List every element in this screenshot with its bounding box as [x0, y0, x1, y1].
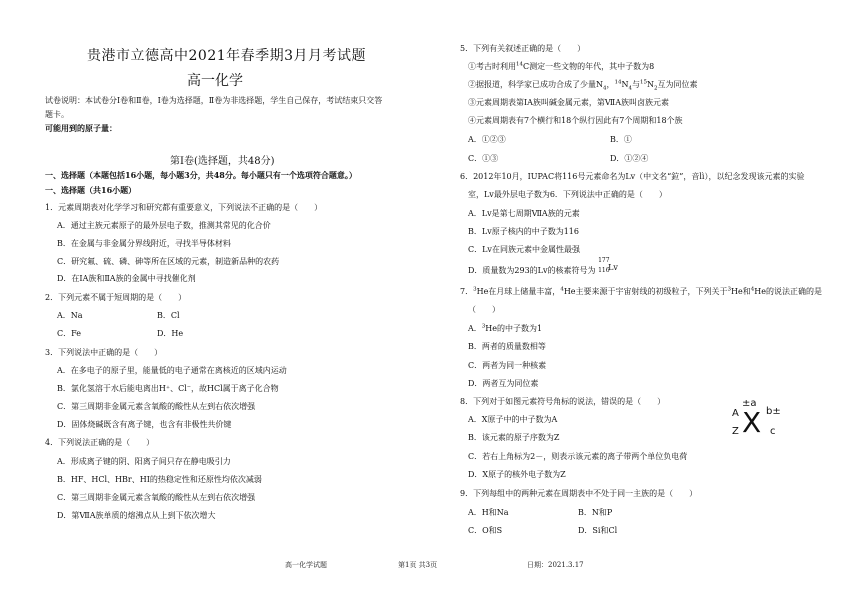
exam-title: 贵港市立德高中2021年春季期3月月考试题 [87, 48, 367, 64]
footer-page-number: 第1页 共3页 [398, 561, 438, 569]
question-stem: 5．下列有关叙述正确的是（ ） [460, 44, 586, 53]
option-b: B．Lv原子核内的中子数为116 [468, 227, 579, 236]
question-stem: 3．下列说法中正确的是（ ） [45, 348, 163, 357]
question-stem: 8．下列对于如图元素符号角标的说法，错误的是（ ） [460, 397, 666, 406]
option-d: D．X原子的核外电子数为Z [468, 470, 566, 479]
section-heading-2: 一、选择题（共16小题） [45, 185, 137, 195]
option-b: B．氯化氢溶于水后能电离出H⁺、Cl⁻，故HCl属于离子化合物 [57, 384, 279, 393]
option-b: B．Cl [157, 311, 180, 320]
question-stem: 4．下列说法正确的是（ ） [45, 438, 155, 447]
option-b: B．两者的质量数相等 [468, 342, 546, 351]
option-a: A．在多电子的原子里，能量低的电子通常在离核近的区域内运动 [57, 366, 287, 375]
option-d: D．①②④ [610, 154, 649, 163]
question-stem-line2: 室，Lv最外层电子数为6．下列说法中正确的是（ ） [468, 190, 667, 199]
option-c: C．两者为同一种核素 [468, 361, 547, 370]
option-d: D．第ⅦA族单质的熔沸点从上到下依次增大 [57, 511, 216, 520]
option-b: B．该元素的原子序数为Z [468, 433, 560, 442]
footer-date: 日期：2021.3.17 [527, 561, 584, 569]
option-c: C．①③ [468, 154, 499, 163]
option-c: C．Lv在同族元素中金属性最强 [468, 245, 580, 254]
nuclide-symbol: 177 116 Lv [598, 257, 618, 274]
section-heading-1: 一、选择题（本题包括16小题，每小题3分，共48分。每小题只有一个选项符合题意。） [45, 170, 357, 180]
instructions-line2: 题卡。 [45, 110, 69, 119]
question-stem-line1: 7．$^3$He在月球上储量丰富，$^4$He主要来源于宇宙射线的初级粒子，下列关于$^3$He和$^4$He的说法正确的是 [460, 286, 822, 296]
footer-subject: 高一化学试题 [285, 561, 327, 569]
option-b: B．① [610, 135, 632, 144]
option-c: C．研究氟、硫、磷、砷等所在区域的元素，制造新品种的农药 [57, 257, 280, 266]
option-d: D．质量数为293的Lv的核素符号为 177 116 Lv [468, 263, 620, 276]
statement-1: ①考古时利用$^{14}$C测定一些文物的年代，其中子数为8 [468, 61, 655, 71]
option-a: A．$^3$He的中子数为1 [468, 323, 543, 333]
option-c: C．O和S [468, 526, 503, 535]
instructions-line1: 试卷说明：本试卷分Ⅰ卷和Ⅱ卷，Ⅰ卷为选择题，Ⅱ卷为非选择题，学生自己保存，考试结束只交答 [45, 96, 383, 105]
question-stem-line1: 6．2012年10月，IUPAC将116号元素命名为Lv（中文名“鉝”，音lì），以纪念发现该元素的实验 [460, 172, 805, 181]
option-d: D．两者互为同位素 [468, 379, 539, 388]
option-c: C．若右上角标为2－，则表示该元素的离子带两个单位负电荷 [468, 452, 688, 461]
option-a: A．X原子中的中子数为A [468, 415, 558, 424]
option-a: A．通过主族元素原子的最外层电子数，推测其常见的化合价 [57, 221, 271, 230]
option-a: A．Lv是第七周期ⅦA族的元素 [468, 209, 580, 218]
statement-4: ④元素周期表有7个横行和18个纵行因此有7个周期和18个族 [468, 116, 683, 125]
option-c: C．第三周期非金属元素含氧酸的酸性从左到右依次增强 [57, 493, 256, 502]
option-c: C．Fe [57, 329, 81, 338]
option-d: D．固体烧碱既含有离子键，也含有非极性共价键 [57, 420, 232, 429]
option-b: B．HF、HCl、HBr、HI的热稳定性和还原性均依次减弱 [57, 475, 262, 484]
question-stem: 9．下列每组中的两种元素在周期表中不处于同一主族的是（ ） [460, 489, 698, 498]
atomic-mass-label: 可能用到的原子量： [45, 123, 117, 133]
section-title: 第Ⅰ卷(选择题，共48分) [170, 156, 275, 167]
option-a: A．①②③ [468, 135, 506, 144]
exam-subtitle: 高一化学 [187, 73, 243, 89]
option-b: B．N和P [578, 508, 613, 517]
option-a: A．Na [57, 311, 83, 320]
option-d: D．He [157, 329, 184, 338]
option-d: D．Si和Cl [578, 526, 618, 535]
question-stem: 2．下列元素不属于短周期的是（ ） [45, 293, 187, 302]
statement-2: ②据报道，科学家已成功合成了少量$N_4$，$^{14}N_4$与$^{15}N_2$互为同位素 [468, 79, 698, 92]
option-a: A．H和Na [468, 508, 509, 517]
option-a: A．形成离子键的阴、阳离子间只存在静电吸引力 [57, 457, 231, 466]
element-symbol-figure: ±a A X Z b± c [732, 398, 781, 439]
question-stem-line2: （ ） [468, 305, 500, 314]
option-d: D．在ⅠA族和ⅡA族的金属中寻找催化剂 [57, 274, 196, 283]
option-b: B．在金属与非金属分界线附近，寻找半导体材料 [57, 239, 231, 248]
statement-3: ③元素周期表第ⅠA族叫碱金属元素，第ⅦA族叫卤族元素 [468, 98, 670, 107]
option-c: C．第三周期非金属元素含氧酸的酸性从左到右依次增强 [57, 402, 256, 411]
question-stem: 1．元素周期表对化学学习和研究都有重要意义，下列说法不正确的是（ ） [45, 203, 323, 212]
